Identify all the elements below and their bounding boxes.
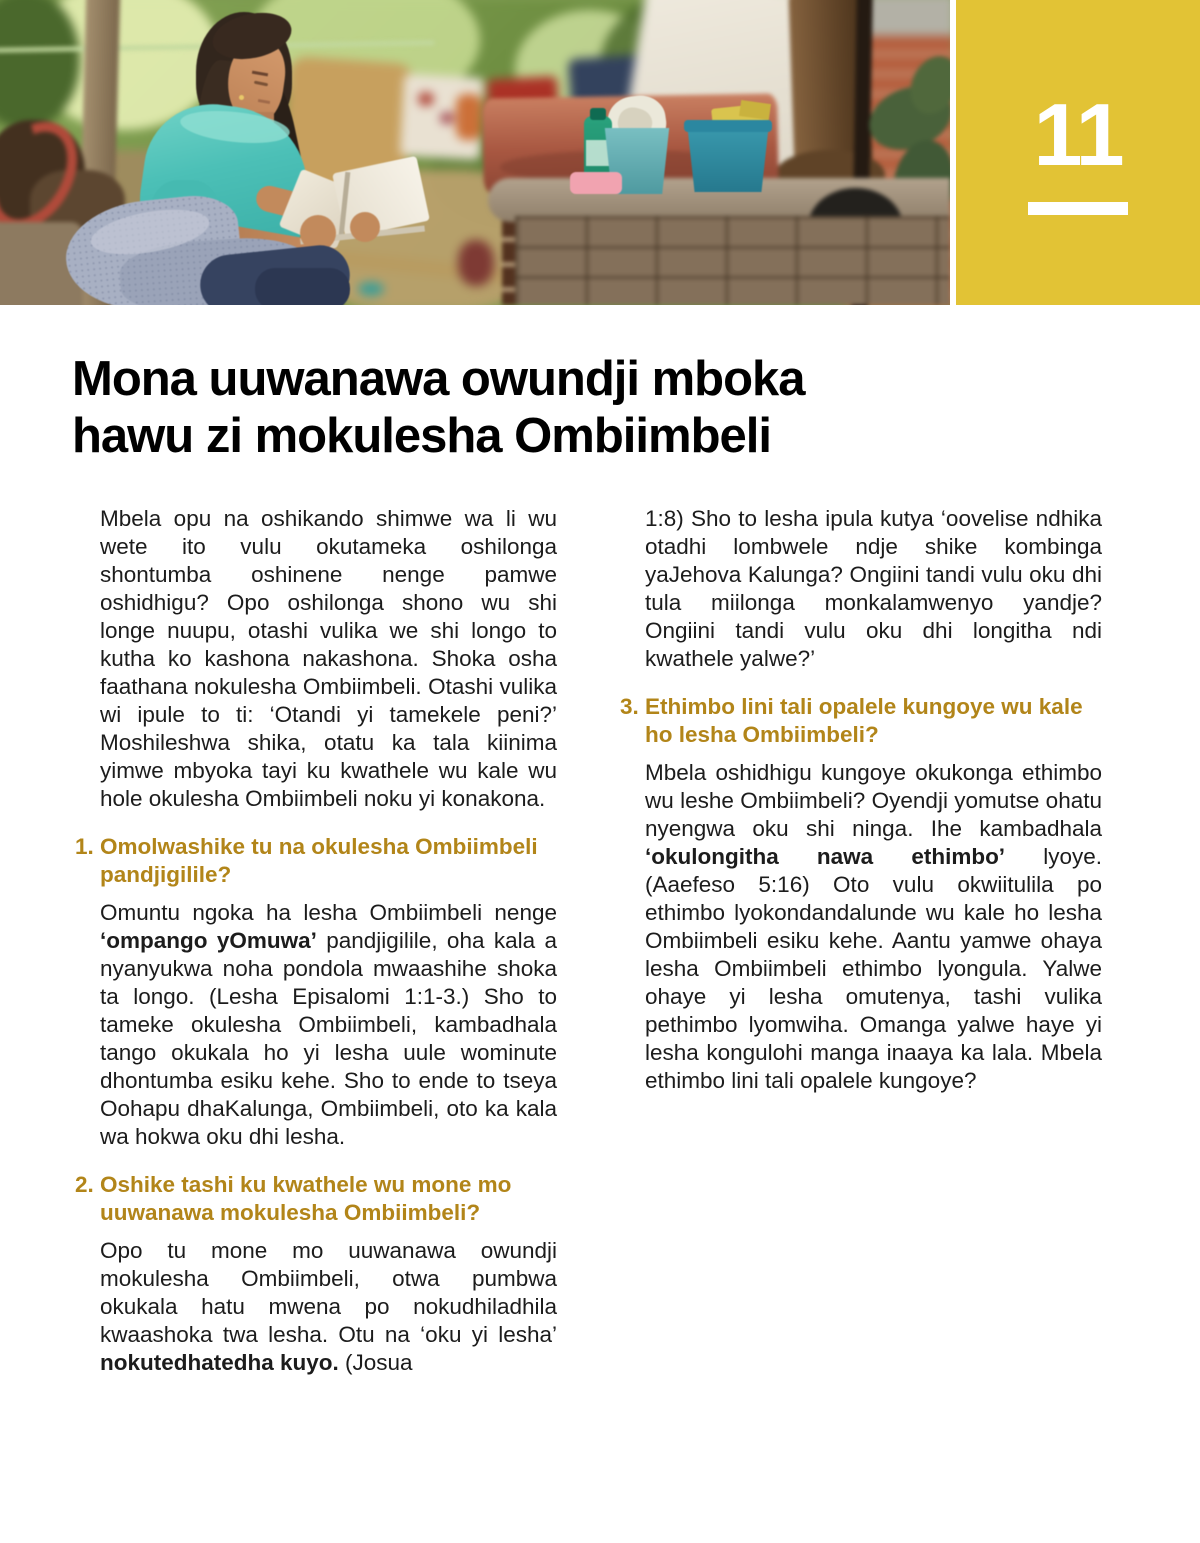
article-title-line2: hawu zi mokulesha Ombiimbeli — [72, 409, 771, 463]
text-run: (Josua — [338, 1350, 413, 1375]
emphasized-text: nokutedhatedha kuyo. — [100, 1350, 339, 1375]
photo-blue-bucket-rim — [684, 120, 772, 132]
text-run: 1:8) Sho to lesha ipula kutya ‘oovelise ndhika otadhi lombwele ndje shike kombinga yaJehova Kalunga? Ongiini tandi vulu oku dhi tula miilonga monkalamwenyo yandje? Ongiini tandi vulu oku dhi longitha ndi kwathele yalwe?’ — [645, 506, 1102, 671]
photo-woman-hand — [350, 212, 380, 242]
photo-woman-earring — [239, 95, 244, 100]
article-title-line1: Mona uuwanawa owundji mboka — [72, 352, 805, 406]
column-right — [620, 505, 1102, 1397]
study-question-heading — [75, 1171, 557, 1227]
chapter-number: 11 — [1033, 84, 1123, 184]
body-paragraph — [75, 899, 557, 1151]
photo-foreground-layer — [0, 0, 950, 305]
question-text: Omolwashike tu na okulesha Ombiimbeli pandjigilile? — [100, 834, 538, 887]
question-text: Oshike tashi ku kwathele wu mone mo uuwanawa mokulesha Ombiimbeli? — [100, 1172, 512, 1225]
text-run: Omuntu ngoka ha lesha Ombiimbeli nenge — [100, 900, 557, 925]
article-title — [72, 351, 1072, 465]
question-text: Ethimbo lini tali opalele kungoye wu kale ho lesha Ombiimbeli? — [645, 694, 1083, 747]
study-question-heading — [75, 833, 557, 889]
photo-bottle-label — [586, 140, 610, 166]
text-run: lyoye. (Aaefeso 5:16) Oto vulu okwiitulila po ethimbo lyokondandalunde wu kale ho lesha Ombiimbeli esiku kehe. Aantu yamwe ohaya lesha Ombiimbeli ethimbo lyongula. Yalwe ohaye yi lesha omutenya, tashi vulika pethimbo lyomwiha. Omanga yalwe haye yi lesha kongulohi manga inaaya ka lala. Mbela ethimbo lini tali opalele kungoye? — [645, 844, 1102, 1093]
emphasized-text: ‘okulongitha nawa ethimbo’ — [645, 844, 1006, 869]
photo-bottle-cap — [590, 108, 606, 120]
photo-woman-jeans-knee — [255, 268, 350, 305]
body-paragraph — [75, 1237, 557, 1377]
question-number: 3. — [620, 694, 639, 719]
column-left — [75, 505, 557, 1397]
chapter-underline-bar — [1028, 202, 1128, 215]
text-run: Mbela opu na oshikando shimwe wa li wu wete ito vulu okutameka oshilonga shontumba oshinene nenge pamwe oshidhigu? Opo oshilonga shono wu shi longe nuupu, otashi vulika we shi longo to kutha ko kashona nakashona. Shoka osha faathana nokulesha Ombiimbeli. Otashi vulika wi ipule to ti: ‘Otandi yi tamekele peni?’ Moshileshwa shika, otatu ka tala kiinima yimwe mbyoka tayi ku kwathele wu kale wu hole okulesha Ombiimbeli noku yi konakona. — [100, 506, 557, 811]
question-number: 1. — [75, 834, 94, 859]
question-number: 2. — [75, 1172, 94, 1197]
text-run: Mbela oshidhigu kungoye okukonga ethimbo wu leshe Ombiimbeli? Oyendji yomutse ohatu nyengwa oku shi ninga. Ihe kambadhala — [645, 760, 1102, 841]
article-photo — [0, 0, 950, 305]
body-paragraph — [620, 505, 1102, 673]
text-run: Opo tu mone mo uuwanawa owundji mokulesha Ombiimbeli, otwa pumbwa okukala hatu mwena po nokudhiladhila kwaashoka twa lesha. Otu na ‘oku yi lesha’ — [100, 1238, 557, 1347]
chapter-number-block — [956, 0, 1200, 305]
article-body — [75, 505, 1102, 1397]
body-paragraph — [75, 505, 557, 813]
emphasized-text: ‘ompango yOmuwa’ — [100, 928, 317, 953]
body-paragraph — [620, 759, 1102, 1095]
photo-pink-sponge — [570, 172, 622, 194]
study-question-heading — [620, 693, 1102, 749]
text-run: pandjigilile, oha kala a nyanyukwa noha pondola mwaashihe shoka ta longo. (Lesha Episalomi 1:1-3.) Sho to tameke okulesha Ombiimbeli, kambadhala tango okukala ho yi lesha uule wominute dhontumba esiku kehe. Sho to ende to tseya Oohapu dhaKalunga, Ombiimbeli, oto ka kala wa hokwa oku dhi lesha. — [100, 928, 557, 1149]
